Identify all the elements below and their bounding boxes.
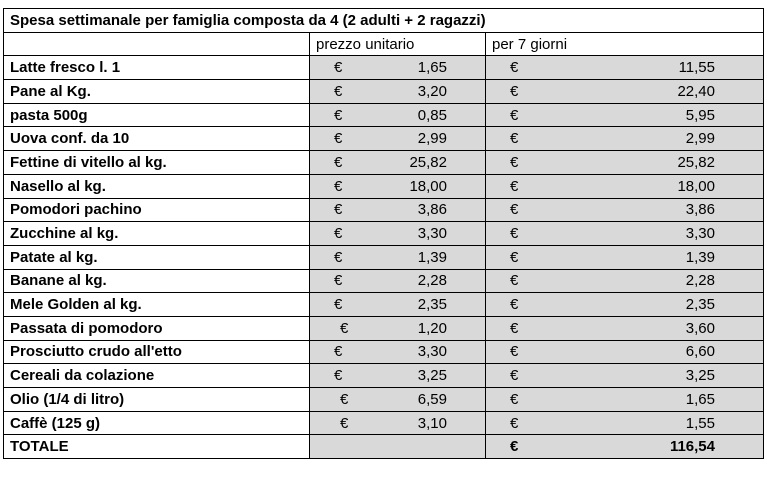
table-row [4,80,764,104]
week-cost-value: 2,28 [685,272,715,290]
table-row [4,198,764,222]
item-name[interactable]: Pane al Kg. [4,80,310,104]
week-cost-value: 11,55 [678,59,715,77]
unit-price-cell[interactable] [310,80,486,104]
week-cost-value: 3,86 [685,201,715,219]
item-name[interactable]: Fettine di vitello al kg. [4,151,310,175]
currency-symbol: € [334,343,343,361]
item-name[interactable]: Olio (1/4 di litro) [4,388,310,412]
item-name[interactable]: Banane al kg. [4,269,310,293]
unit-price-value: 1,65 [417,59,447,77]
table-row [4,174,764,198]
table-row [4,411,764,435]
week-cost-cell[interactable] [486,80,764,104]
table-row [4,127,764,151]
table-row [4,269,764,293]
item-name[interactable]: pasta 500g [4,103,310,127]
currency-symbol: € [334,201,343,219]
unit-price-cell[interactable] [310,222,486,246]
unit-price-value: 3,30 [417,225,447,243]
item-name[interactable]: Prosciutto crudo all'etto [4,340,310,364]
total-label[interactable]: TOTALE [4,435,310,459]
table-row [4,222,764,246]
item-name[interactable]: Zucchine al kg. [4,222,310,246]
header-unit-price[interactable]: prezzo unitario [310,32,486,56]
week-cost-value: 3,25 [685,367,715,385]
week-cost-value: 25,82 [677,153,715,171]
currency-symbol: € [334,177,343,195]
unit-price-value: 1,20 [417,319,447,337]
currency-symbol: € [510,177,519,195]
currency-symbol: € [340,390,349,408]
currency-symbol: € [334,367,343,385]
table-row [4,293,764,317]
item-name[interactable]: Patate al kg. [4,245,310,269]
week-cost-cell[interactable] [486,198,764,222]
table-title[interactable]: Spesa settimanale per famiglia composta da 4 (2 adulti + 2 ragazzi) [4,9,764,33]
week-cost-value: 1,65 [685,390,715,408]
currency-symbol: € [510,153,519,171]
currency-symbol: € [510,106,519,124]
item-name[interactable]: Mele Golden al kg. [4,293,310,317]
currency-symbol: € [334,296,343,314]
week-cost-cell[interactable] [486,56,764,80]
table-row [4,340,764,364]
week-cost-value: 2,35 [685,296,715,314]
unit-price-value: 3,30 [417,343,447,361]
unit-price-cell[interactable] [310,340,486,364]
week-cost-cell[interactable] [486,127,764,151]
unit-price-value: 3,25 [417,367,447,385]
week-cost-cell[interactable] [486,269,764,293]
unit-price-value: 3,86 [417,201,447,219]
unit-price-value: 6,59 [417,390,447,408]
currency-symbol: € [510,367,519,385]
week-cost-value: 18,00 [677,177,715,195]
week-cost-value: 2,99 [685,130,715,148]
title-row [4,9,764,33]
unit-price-cell[interactable] [310,127,486,151]
currency-symbol: € [334,106,343,124]
table-row [4,316,764,340]
table-row [4,151,764,175]
currency-symbol: € [510,82,519,100]
week-cost-cell[interactable] [486,388,764,412]
item-name[interactable]: Latte fresco l. 1 [4,56,310,80]
currency-symbol: € [510,248,519,266]
unit-price-cell[interactable] [310,269,486,293]
week-cost-cell[interactable] [486,340,764,364]
unit-price-value: 1,39 [417,248,447,266]
unit-price-value: 2,28 [417,272,447,290]
currency-symbol: € [510,319,519,337]
week-cost-value: 5,95 [685,106,715,124]
unit-price-cell[interactable] [310,388,486,412]
currency-symbol: € [510,225,519,243]
table-row [4,388,764,412]
week-cost-value: 3,60 [685,319,715,337]
table-row [4,103,764,127]
unit-price-cell[interactable] [310,364,486,388]
currency-symbol: € [510,201,519,219]
total-value-cell[interactable] [486,435,764,459]
unit-price-cell[interactable] [310,316,486,340]
unit-price-value: 2,35 [417,296,447,314]
unit-price-cell[interactable] [310,174,486,198]
table-row [4,56,764,80]
currency-symbol: € [334,82,343,100]
currency-symbol: € [334,59,343,77]
unit-price-value: 3,10 [417,414,447,432]
unit-price-value: 18,00 [409,177,447,195]
expense-table [3,8,764,459]
unit-price-value: 2,99 [417,130,447,148]
table-row [4,364,764,388]
unit-price-cell[interactable] [310,245,486,269]
week-cost-cell[interactable] [486,151,764,175]
week-cost-cell[interactable] [486,103,764,127]
week-cost-cell[interactable] [486,293,764,317]
unit-price-cell[interactable] [310,411,486,435]
header-item-cell[interactable] [4,32,310,56]
total-value: 116,54 [669,438,715,456]
currency-symbol: € [334,248,343,266]
header-week[interactable]: per 7 giorni [486,32,764,56]
unit-price-cell[interactable] [310,56,486,80]
week-cost-cell[interactable] [486,364,764,388]
currency-symbol: € [334,272,343,290]
item-name[interactable]: Pomodori pachino [4,198,310,222]
unit-price-cell[interactable] [310,151,486,175]
currency-symbol: € [510,343,519,361]
currency-symbol: € [510,130,519,148]
week-cost-value: 1,39 [685,248,715,266]
table-row [4,245,764,269]
currency-symbol: € [510,272,519,290]
currency-symbol: € [340,319,349,337]
currency-symbol: € [334,225,343,243]
currency-symbol: € [334,153,343,171]
item-name[interactable]: Passata di pomodoro [4,316,310,340]
item-name[interactable]: Cereali da colazione [4,364,310,388]
week-cost-cell[interactable] [486,245,764,269]
item-name[interactable]: Nasello al kg. [4,174,310,198]
currency-symbol: € [510,59,519,77]
item-name[interactable]: Uova conf. da 10 [4,127,310,151]
currency-symbol: € [510,414,519,432]
total-row [4,435,764,459]
week-cost-cell[interactable] [486,222,764,246]
week-cost-value: 3,30 [685,225,715,243]
currency-symbol: € [334,130,343,148]
week-cost-value: 6,60 [685,343,715,361]
unit-price-value: 3,20 [417,82,447,100]
week-cost-cell[interactable] [486,316,764,340]
total-unit-cell[interactable] [310,435,486,459]
week-cost-value: 22,40 [677,82,715,100]
unit-price-value: 0,85 [417,106,447,124]
unit-price-value: 25,82 [409,153,447,171]
item-name[interactable]: Caffè (125 g) [4,411,310,435]
unit-price-cell[interactable] [310,293,486,317]
unit-price-cell[interactable] [310,198,486,222]
currency-symbol: € [510,390,519,408]
currency-symbol: € [340,414,349,432]
week-cost-cell[interactable] [486,411,764,435]
week-cost-value: 1,55 [685,414,715,432]
unit-price-cell[interactable] [310,103,486,127]
week-cost-cell[interactable] [486,174,764,198]
currency-symbol: € [510,296,519,314]
header-row [4,32,764,56]
currency-symbol: € [510,438,519,456]
